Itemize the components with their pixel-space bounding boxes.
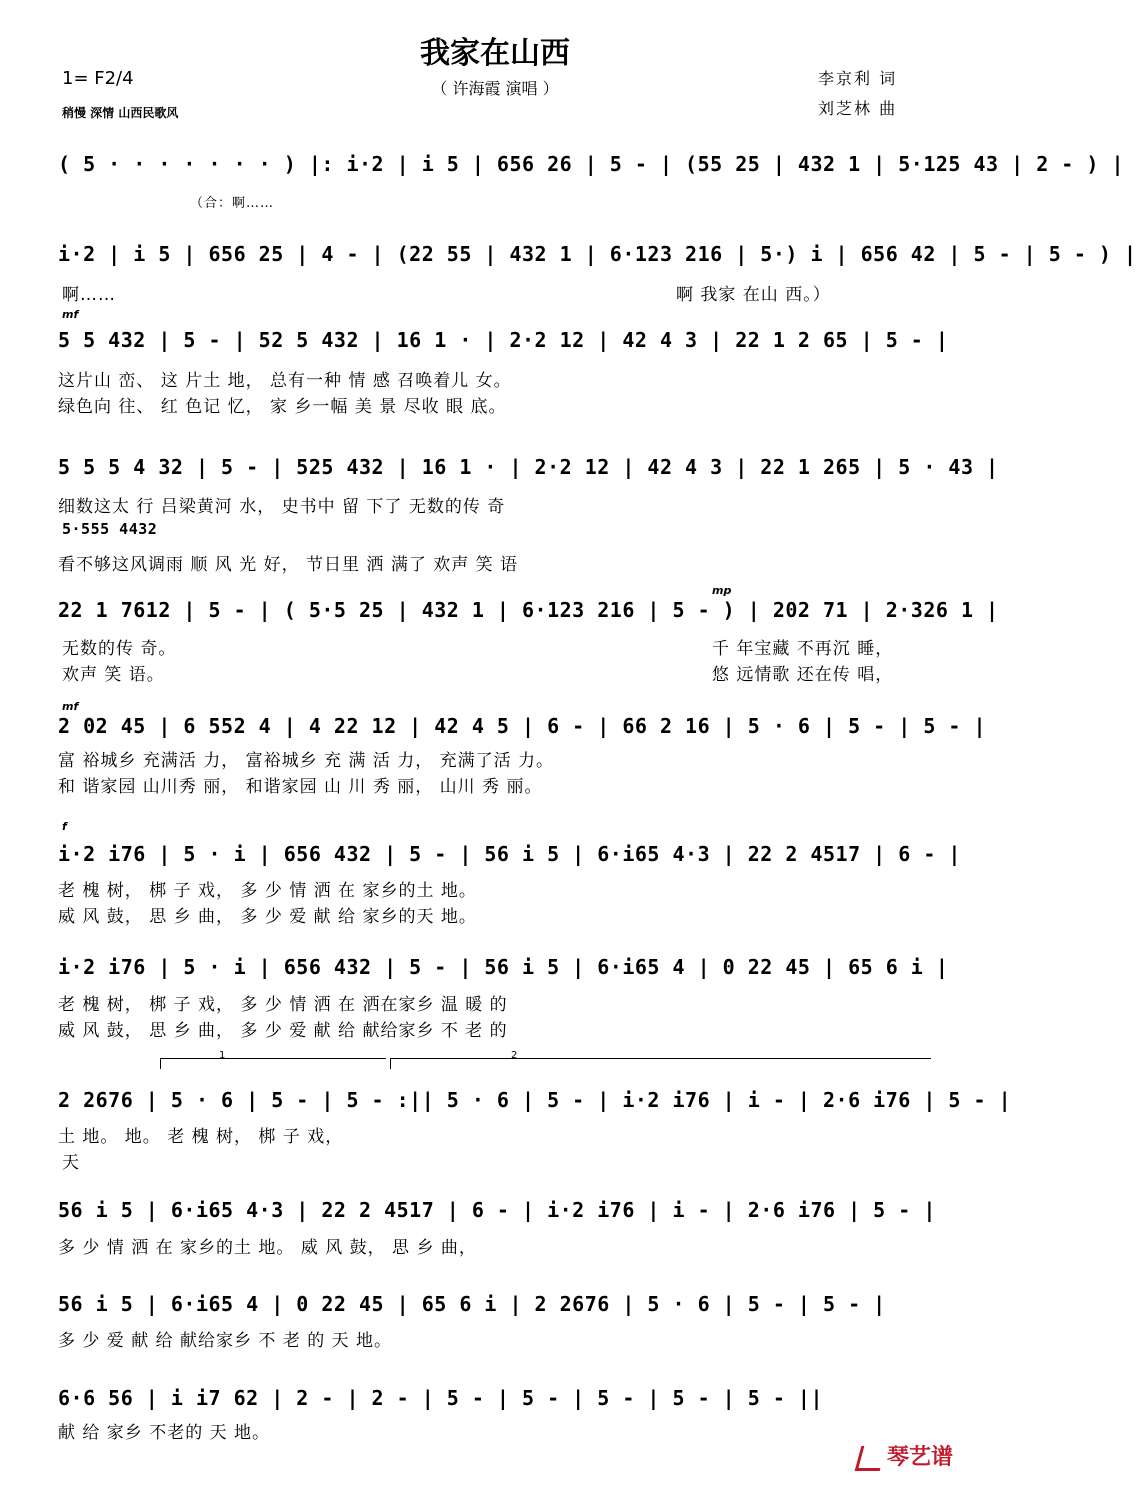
score-line-9-lyric-2: 天 [62,1153,80,1173]
score-line-7-lyric-2: 威 风 鼓， 思 乡 曲， 多 少 爱 献 给 家乡的天 地。 [58,907,477,927]
score-line-4-notes: 5 5 5 4 32 | 5 - | 525 432 | 16 1 · | 2·2 12 | 42 4 3 | 22 1 265 | 5 · 43 | [58,455,999,479]
score-line-8-notes: i·2 i76 | 5 · i | 656 432 | 5 - | 56 i 5 | 6·i65 4 | 0 22 45 | 65 6 i | [58,955,949,979]
key-signature: 1= F2/4 [62,68,134,89]
score-line-7-notes: i·2 i76 | 5 · i | 656 432 | 5 - | 56 i 5 | 6·i65 4·3 | 22 2 4517 | 6 - | [58,842,961,866]
score-line-3-notes: 5 5 432 | 5 - | 52 5 432 | 16 1 · | 2·2 12 | 42 4 3 | 22 1 2 65 | 5 - | [58,328,949,352]
score-line-6-lyric-2: 和 谐家园 山川秀 丽， 和谐家园 山 川 秀 丽， 山川 秀 丽。 [58,777,543,797]
score-line-9-lyric-1: 土 地。 地。 老 槐 树， 梆 子 戏， [58,1127,344,1147]
score-line-2-lyric-a: 啊…… [62,285,116,305]
song-title: 我家在山西 [420,36,570,71]
score-line-3-lyric-1: 这片山 峦、 这 片土 地， 总有一种 情 感 召唤着儿 女。 [58,371,512,391]
score-line-5-lyric-2b: 悠 远情歌 还在传 唱， [712,665,894,685]
dynamic-mark: mf [62,308,79,321]
score-line-6-notes: 2 02 45 | 6 552 4 | 4 22 12 | 42 4 5 | 6 - | 66 2 16 | 5 · 6 | 5 - | 5 - | [58,714,987,738]
composer-credit: 刘芝林 曲 [818,99,898,118]
logo-mark-icon [855,1446,887,1471]
score-line-1-lyric: （合：啊…… [190,196,275,211]
score-line-5-lyric-1a: 无数的传 奇。 [62,639,177,659]
second-ending-bracket [390,1050,931,1069]
score-line-11-notes: 56 i 5 | 6·i65 4 | 0 22 45 | 65 6 i | 2 2676 | 5 · 6 | 5 - | 5 - | [58,1292,886,1316]
score-line-5-lyric-2a: 欢声 笑 语。 [62,665,165,685]
dynamic-mark: mp [712,584,732,597]
score-line-1-notes: ( 5 · · · · · · · ) |: i·2 | i 5 | 656 26 | 5 - | (55 25 | 432 1 | 5·125 43 | 2 - ) | [58,152,1124,176]
score-line-5-notes: 22 1 7612 | 5 - | ( 5·5 25 | 432 1 | 6·123 216 | 5 - ) | 202 71 | 2·326 1 | [58,598,999,622]
site-watermark-logo [858,1440,953,1471]
score-line-6-lyric-1: 富 裕城乡 充满活 力， 富裕城乡 充 满 活 力， 充满了活 力。 [58,751,555,771]
score-line-12-notes: 6·6 56 | i i7 62 | 2 - | 2 - | 5 - | 5 - | 5 - | 5 - | 5 - || [58,1386,824,1410]
lyricist-credit: 李京利 词 [818,69,898,88]
dynamic-mark: mf [62,700,79,713]
score-line-12-lyric: 献 给 家乡 不老的 天 地。 [58,1423,271,1443]
score-line-4-lyric-1: 细数这太 行 吕梁黄河 水， 史书中 留 下了 无数的传 奇 [58,497,506,517]
volta-number: 2 [511,1050,518,1061]
score-line-5-lyric-1b: 千 年宝藏 不再沉 睡， [712,639,894,659]
score-line-8-lyric-1: 老 槐 树， 梆 子 戏， 多 少 情 洒 在 洒在家乡 温 暖 的 [58,995,508,1015]
score-line-10-lyric: 多 少 情 洒 在 家乡的土 地。 威 风 鼓， 思 乡 曲， [58,1238,477,1258]
score-line-9-notes: 2 2676 | 5 · 6 | 5 - | 5 - :|| 5 · 6 | 5 - | i·2 i76 | i - | 2·6 i76 | 5 - | [58,1088,1012,1112]
score-line-11-lyric: 多 少 爱 献 给 献给家乡 不 老 的 天 地。 [58,1331,393,1351]
score-line-3-lyric-2: 绿色向 往、 红 色记 忆， 家 乡一幅 美 景 尽收 眼 底。 [58,397,507,417]
score-line-2-notes: i·2 | i 5 | 656 25 | 4 - | (22 55 | 432 1 | 6·123 216 | 5·) i | 656 42 | 5 - | 5 - ) | [58,242,1137,266]
first-ending-bracket [160,1050,386,1069]
tempo-marking: 稍慢 深情 山西民歌风 [62,106,179,120]
score-line-4-lyric-2: 看不够这风调雨 顺 风 光 好， 节日里 洒 满了 欢声 笑 语 [58,555,519,575]
score-line-4-alt-notes: 5·555 4432 [62,520,158,538]
score-line-2-lyric-b: 啊 我家 在山 西。） [676,285,831,305]
dynamic-mark: f [62,820,67,833]
score-line-10-notes: 56 i 5 | 6·i65 4·3 | 22 2 4517 | 6 - | i·2 i76 | i - | 2·6 i76 | 5 - | [58,1198,936,1222]
logo-text: 琴艺谱 [887,1445,954,1470]
volta-number: 1 [219,1050,226,1061]
score-line-8-lyric-2: 威 风 鼓， 思 乡 曲， 多 少 爱 献 给 献给家乡 不 老 的 [58,1021,508,1041]
singer-credit: （ 许海霞 演唱 ） [431,79,559,98]
score-line-7-lyric-1: 老 槐 树， 梆 子 戏， 多 少 情 洒 在 家乡的土 地。 [58,881,477,901]
